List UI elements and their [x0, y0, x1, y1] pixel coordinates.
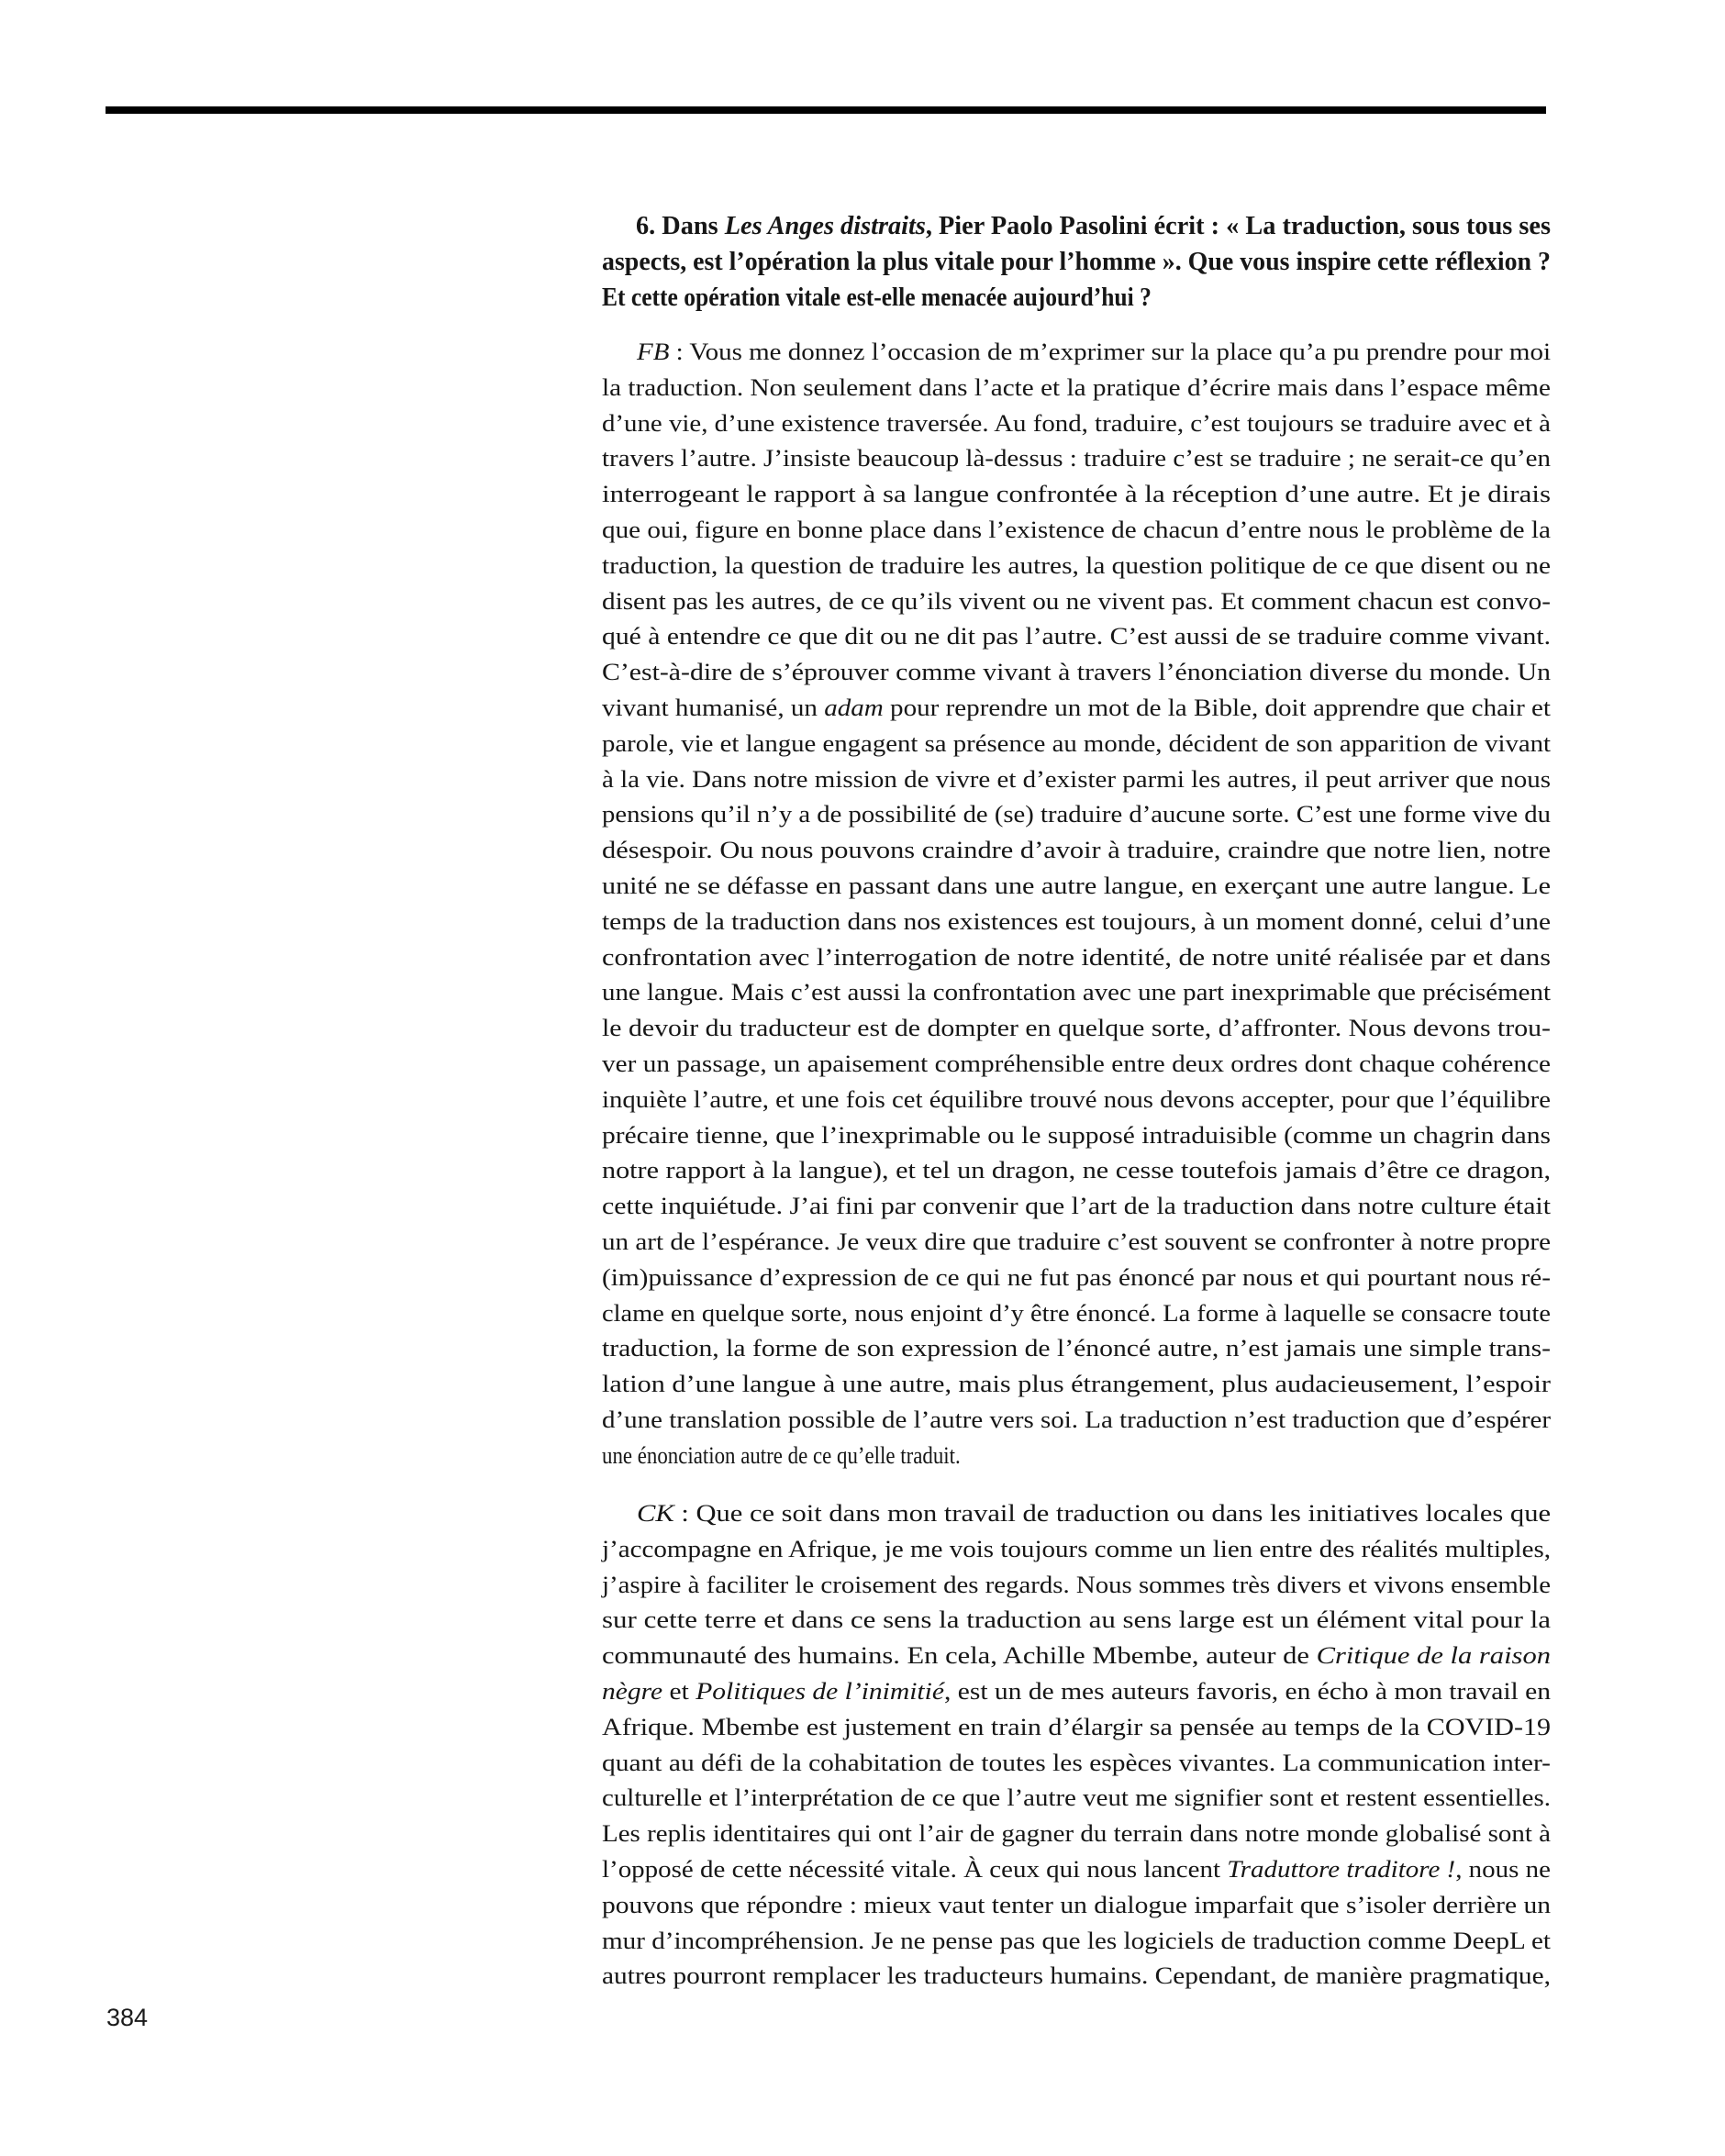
text-line — [602, 833, 1551, 869]
text-line — [602, 513, 1551, 549]
text-line-content: qué à entendre ce que dit ou ne dit pas l’autre. C’est aussi de se traduire comme vivant. — [602, 623, 1551, 650]
text-line-content: d’une vie, d’une existence traversée. Au fond, traduire, c’est toujours se traduire avec et à — [602, 409, 1551, 437]
text-line-content: que oui, figure en bonne place dans l’existence de chacun d’entre nous le problème de la — [602, 516, 1551, 543]
text-line-content: autres pourront remplacer les traducteurs humains. Cependant, de manière pragmatique, — [602, 1962, 1551, 1990]
text-line — [602, 1924, 1551, 1960]
text-line-content: lation d’une langue à une autre, mais plus étrangement, plus audacieusement, l’espoir — [602, 1371, 1551, 1398]
text-line — [602, 477, 1551, 513]
text-line-content: confrontation avec l’interrogation de notre identité, de notre unité réalisée par et dans — [602, 943, 1551, 971]
text-line-content: clame en quelque sorte, nous enjoint d’y être énoncé. La forme à laquelle se consacre toute — [602, 1299, 1551, 1327]
text-line — [602, 584, 1551, 620]
text-line — [602, 619, 1551, 655]
text-line — [602, 1674, 1551, 1710]
text-line — [602, 691, 1551, 727]
text-line-content: aspects, est l’opération la plus vitale pour l’homme ». Que vous inspire cette réflexion ? — [602, 246, 1551, 276]
text-line — [602, 244, 1551, 280]
text-line — [602, 371, 1551, 406]
text-line — [602, 1118, 1551, 1154]
text-line-content: sur cette terre et dans ce sens la traduction au sens large est un élément vital pour la — [602, 1606, 1551, 1634]
text-line — [602, 441, 1551, 477]
text-line-content: désespoir. Ou nous pouvons craindre d’avoir à traduire, craindre que notre lien, notre — [602, 837, 1551, 864]
text-line — [602, 869, 1551, 905]
text-line-content: mur d’incompréhension. Je ne pense pas que les logiciels de traduction comme DeepL et — [602, 1927, 1551, 1954]
text-line-content: vivant humanisé, un adam pour reprendre un mot de la Bible, doit apprendre que chair et — [602, 694, 1551, 721]
text-line — [602, 1261, 1551, 1296]
text-line-content: Et cette opération vitale est-elle menacée aujourd’hui ? — [602, 282, 1152, 312]
text-line-content: communauté des humains. En cela, Achille Mbembe, auteur de Critique de la raison — [602, 1642, 1551, 1670]
text-line — [602, 1568, 1551, 1604]
text-line — [602, 1296, 1551, 1332]
text-line-content: parole, vie et langue engagent sa présence au monde, décident de son apparition de vivant — [602, 729, 1551, 757]
text-line — [602, 280, 1551, 316]
text-line — [602, 1331, 1551, 1367]
text-line-content: notre rapport à la langue), et tel un dragon, ne cesse toutefois jamais d’être ce dragon, — [602, 1157, 1551, 1184]
text-line — [602, 406, 1551, 442]
answer-fb-paragraph — [602, 335, 1551, 1474]
text-line — [602, 655, 1551, 691]
text-line-content: j’accompagne en Afrique, je me vois toujours comme un lien entre des réalités multiples, — [602, 1535, 1551, 1562]
text-line — [602, 1639, 1551, 1674]
text-line-content: unité ne se défasse en passant dans une autre langue, en exerçant une autre langue. Le — [602, 872, 1551, 899]
text-line — [602, 1781, 1551, 1817]
text-line — [602, 1047, 1551, 1083]
text-line — [602, 1959, 1551, 1995]
text-line — [602, 549, 1551, 584]
text-line — [602, 1532, 1551, 1568]
text-line-content: j’aspire à faciliter le croisement des regards. Nous sommes très divers et vivons ensemble — [602, 1571, 1551, 1598]
text-line — [602, 762, 1551, 798]
text-line-content: quant au défi de la cohabitation de toutes les espèces vivantes. La communication inter- — [602, 1749, 1551, 1776]
text-line-content: CK : Que ce soit dans mon travail de traduction ou dans les initiatives locales que — [637, 1500, 1551, 1527]
text-line — [602, 1888, 1551, 1924]
page-number: 384 — [106, 2004, 149, 2031]
text-line-content: pouvons que répondre : mieux vaut tenter un dialogue imparfait que s’isoler derrière un — [602, 1891, 1551, 1918]
text-line-content: interrogeant le rapport à sa langue confrontée à la réception d’une autre. Et je dirais — [602, 481, 1551, 508]
text-line — [602, 1011, 1551, 1047]
text-line-content: travers l’autre. J’insiste beaucoup là-dessus : traduire c’est se traduire ; ne serait-ce qu’en — [602, 445, 1551, 472]
text-line-content: disent pas les autres, de ce qu’ils vivent ou ne vivent pas. Et comment chacun est convo- — [602, 587, 1551, 615]
text-line — [602, 1852, 1551, 1888]
question-heading — [602, 208, 1551, 315]
text-line — [602, 1225, 1551, 1261]
text-line-content: le devoir du traducteur est de dompter en quelque sorte, d’affronter. Nous devons trou- — [602, 1015, 1551, 1042]
text-line — [602, 1153, 1551, 1189]
text-line-content: nègre et Politiques de l’inimitié, est un de mes auteurs favoris, en écho à mon travail en — [602, 1677, 1551, 1705]
text-line — [602, 1403, 1551, 1439]
text-line — [602, 797, 1551, 833]
text-line — [602, 1367, 1551, 1403]
text-line-content: culturelle et l’interprétation de ce que l’autre veut me signifier sont et restent essentielles. — [602, 1784, 1551, 1812]
text-line-content: une langue. Mais c’est aussi la confrontation avec une part inexprimable que précisément — [602, 979, 1551, 1006]
text-line — [602, 905, 1551, 940]
text-line — [602, 727, 1551, 762]
text-line-content: traduction, la question de traduire les autres, la question politique de ce que disent ou ne — [602, 551, 1551, 579]
text-line-content: ver un passage, un apaisement compréhensible entre deux ordres dont chaque cohérence — [602, 1050, 1551, 1077]
text-line-content: précaire tienne, que l’inexprimable ou le supposé intraduisible (comme un chagrin dans — [602, 1121, 1551, 1149]
top-rule — [106, 106, 1546, 114]
text-line — [602, 1710, 1551, 1746]
text-line — [602, 1083, 1551, 1118]
text-line-content: une énonciation autre de ce qu’elle traduit. — [602, 1441, 961, 1469]
text-line-content: pensions qu’il n’y a de possibilité de (se) traduire d’aucune sorte. C’est une forme vive du — [602, 801, 1551, 828]
text-line — [602, 1439, 1551, 1474]
text-line-content: la traduction. Non seulement dans l’acte et la pratique d’écrire mais dans l’espace même — [602, 373, 1551, 401]
text-line — [602, 940, 1551, 976]
text-line-content: cette inquiétude. J’ai fini par convenir que l’art de la traduction dans notre culture était — [602, 1193, 1551, 1220]
text-line-content: traduction, la forme de son expression de l’énoncé autre, n’est jamais une simple trans- — [602, 1335, 1551, 1362]
text-line-content: un art de l’espérance. Je veux dire que traduire c’est souvent se confronter à notre propre — [602, 1228, 1551, 1255]
text-line — [602, 975, 1551, 1011]
text-line-content: Afrique. Mbembe est justement en train d’élargir sa pensée au temps de la COVID-19 — [602, 1713, 1551, 1740]
text-line-content: l’opposé de cette nécessité vitale. À ceux qui nous lancent Traduttore traditore !, nous ne — [602, 1855, 1551, 1883]
text-line-content: temps de la traduction dans nos existences est toujours, à un moment donné, celui d’une — [602, 907, 1551, 935]
text-line — [602, 1189, 1551, 1225]
text-line-content: FB : Vous me donnez l’occasion de m’exprimer sur la place qu’a pu prendre pour moi — [637, 339, 1551, 365]
text-line — [602, 1746, 1551, 1782]
text-line — [602, 208, 1551, 244]
text-line-content: C’est-à-dire de s’éprouver comme vivant à travers l’énonciation diverse du monde. Un — [602, 659, 1551, 686]
text-line — [602, 1496, 1551, 1532]
text-line — [602, 1817, 1551, 1852]
text-line-content: inquiète l’autre, et une fois cet équilibre trouvé nous devons accepter, pour que l’équilibre — [602, 1085, 1551, 1113]
answer-ck-paragraph — [602, 1496, 1551, 1995]
text-line-content: d’une translation possible de l’autre vers soi. La traduction n’est traduction que d’espérer — [602, 1406, 1551, 1433]
text-line-content: (im)puissance d’expression de ce qui ne fut pas énoncé par nous et qui pourtant nous ré- — [602, 1263, 1551, 1291]
text-line-content: à la vie. Dans notre mission de vivre et d’exister parmi les autres, il peut arriver que nous — [602, 765, 1551, 793]
text-line — [602, 335, 1551, 371]
text-line — [602, 1603, 1551, 1639]
text-line-content: 6. Dans Les Anges distraits, Pier Paolo Pasolini écrit : « La traduction, sous tous ses — [636, 211, 1551, 240]
text-line-content: Les replis identitaires qui ont l’air de gagner du terrain dans notre monde globalisé sont à — [602, 1820, 1551, 1848]
